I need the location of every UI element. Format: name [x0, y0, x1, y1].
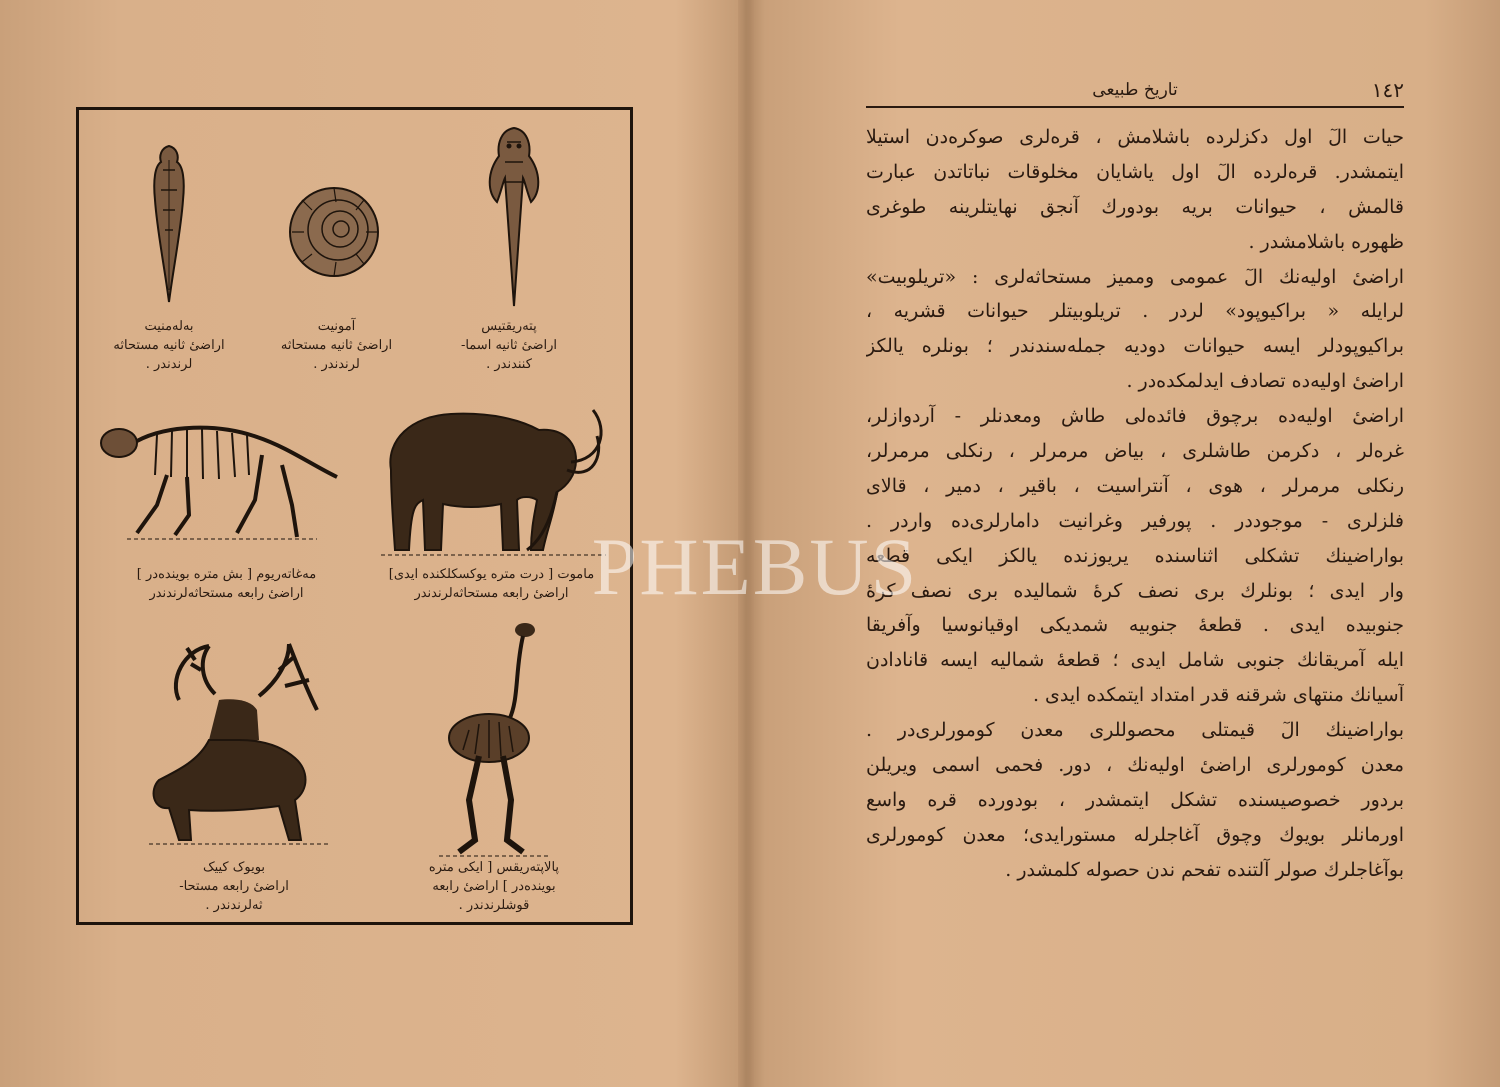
- belemnite-illustration: [139, 140, 199, 310]
- palapteryx-desc-2: قوشلرندندر .: [458, 898, 530, 913]
- text-line: لرایله « براکیوپود» لردر . تریلوبیتلر حیوانات قشریه ،: [866, 300, 1404, 323]
- text-line: بواراضینك تشکلی اثناسنده یریوزنده یالکز ایکی قطعه: [866, 544, 1404, 567]
- palapteryx-name: پالاپتەریقس [ ایکی متره: [428, 860, 560, 875]
- text-line: رنکلی مرمرلر ، هوی ، آنتراسیت ، باقیر ، دمیر ، قالای: [866, 474, 1404, 497]
- pterichthys-desc-1: اراضیٔ ثانیه اسما-: [460, 338, 558, 353]
- megatherium-name: مەغاتەریوم [ بش متره بوینده‌در ]: [136, 567, 317, 582]
- pterichthys-name: پتەریقتیس: [481, 319, 537, 334]
- giant-deer-desc-2: ثه‌لرندندر .: [205, 898, 263, 913]
- ammonite-illustration: [284, 182, 384, 282]
- ammonite-desc-1: اراضیٔ ثانیه مستحاثه: [280, 338, 393, 353]
- text-line: فلزلری - موجوددر . پورفیر وغرانیت دامارلری‌ده واردر .: [866, 509, 1404, 532]
- belemnite-name: بەلەمنیت: [144, 319, 194, 334]
- text-line: بوآغاجلرك صولر آلتنده تفحم ندن حصوله کلمشدر .: [1005, 858, 1404, 881]
- pterichthys-caption: [439, 317, 579, 374]
- text-line: اراضیٔ اولیه‌ده برچوق فائده‌لی طاش ومعدنلر - آردوازلر،: [866, 405, 1404, 428]
- text-line: بردور خصوصیسنده تشکل ایتمشدر ، بودورده قره واسع: [866, 788, 1404, 811]
- text-line: ایتمشدر. قره‌لرده الٓ اول یاشایان مخلوقات نباتاتدن عبارت: [866, 160, 1404, 183]
- text-line: ایله آمریقانك جنوبی شامل ایدی ؛ قطعهٔ شمالیه ایسه قانادادن: [866, 649, 1404, 672]
- mammoth-name: ماموت [ درت متره یوکسکلکنده ایدی]: [388, 567, 595, 582]
- pterichthys-illustration: [479, 122, 549, 312]
- text-line: اراضیٔ اولیه‌ده تصادف ایدلمکده‌در .: [1126, 370, 1404, 393]
- belemnite-figure: [139, 140, 199, 310]
- text-line: بواراضینك الٓ قیمتلی محصوللری معدن کومورلری‌در .: [866, 719, 1404, 742]
- header-rule: [866, 106, 1404, 108]
- giant-deer-desc-1: اراضیٔ رابعه مستحا-: [179, 879, 289, 894]
- ammonite-name: آمونیت: [317, 319, 356, 334]
- giant-deer-figure: [139, 640, 339, 850]
- page-header: [866, 78, 1404, 106]
- megatherium-skeleton-illustration: [97, 415, 342, 545]
- running-title: تاریخ طبیعی: [1092, 80, 1178, 100]
- watermark: PHEBUS: [591, 521, 919, 612]
- megatherium-desc: اراضیٔ رابعه مستحاثه‌لرندندر: [149, 586, 304, 601]
- pterichthys-desc-2: کنندندر .: [486, 357, 532, 372]
- giant-deer-illustration: [139, 640, 339, 850]
- body-text: [866, 120, 1404, 888]
- text-line: معدن کومورلری اراضیٔ اولیه‌نك ، دور. فحمی اسمی ویریلن: [866, 754, 1404, 777]
- page-number: ١٤٢: [1371, 78, 1404, 102]
- fossil-illustration-plate: [76, 107, 633, 925]
- text-line: آسیانك منتهای شرقنه قدر امتداد ایتمکده ایدی .: [1032, 684, 1404, 707]
- palapteryx-figure: [419, 620, 559, 860]
- pterichthys-figure: [479, 122, 549, 312]
- mammoth-desc: اراضیٔ رابعه مستحاثه‌لرندندر: [414, 586, 569, 601]
- megatherium-figure: [97, 415, 342, 545]
- belemnite-desc-1: اراضیٔ ثانیه مستحاثه: [113, 338, 225, 353]
- text-line: براکیوپودلر ایسه حیوانات دودیه جمله‌سندندر ؛ بونلره یالکز: [866, 335, 1404, 358]
- belemnite-desc-2: لرندندر .: [145, 357, 193, 372]
- giant-deer-name: بویوک کییک: [202, 860, 266, 875]
- ammonite-figure: [284, 182, 384, 282]
- text-line: حیات الٓ اول دکزلرده باشلامش ، قره‌لری صوکره‌دن استیلا: [866, 126, 1404, 148]
- text-line: اراضیٔ اولیه‌نك الٓ عمومی وممیز مستحاثه‌لری : «تریلوبیت»: [866, 265, 1404, 288]
- text-line: وار ایدی ؛ بونلرك بری نصف کرهٔ شمالیده بری نصف کرهٔ: [866, 579, 1404, 602]
- text-line: ظهوره باشلامشدر .: [1248, 230, 1404, 253]
- text-line: اورمانلر بویوك وچوق آغاجلرله مستورایدی؛ معدن کومورلری: [866, 823, 1404, 846]
- text-line: جنوبیده ایدی . قطعهٔ جنوبیه شمدیکی اوقیانوسیا وآفریقا: [866, 614, 1404, 637]
- text-line: قالمش ، حیوانات بریه بودورك آنجق نهایتلرینه طوغری: [866, 195, 1404, 218]
- palapteryx-caption: [399, 858, 589, 915]
- palapteryx-desc-1: بوینده‌در ] اراضیٔ رابعه: [432, 879, 556, 894]
- megatherium-caption: [109, 565, 344, 603]
- giant-deer-caption: [154, 858, 314, 915]
- palapteryx-skeleton-illustration: [419, 620, 559, 860]
- ammonite-desc-2: لرندندر .: [313, 357, 360, 372]
- belemnite-caption: [104, 317, 234, 374]
- ammonite-caption: [264, 317, 409, 374]
- text-line: غره‌لر ، دکرمن طاشلری ، بیاض مرمرلر ، رنکلی مرمرلر،: [866, 440, 1404, 463]
